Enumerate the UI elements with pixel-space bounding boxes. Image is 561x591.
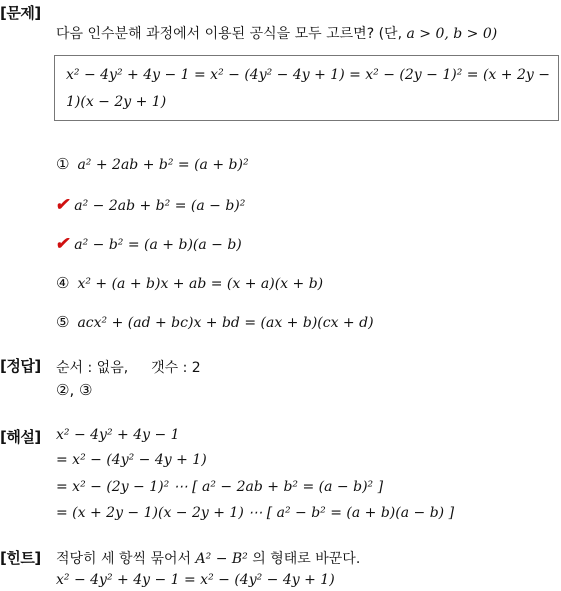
option-formula: acx² + (ad + bc)x + bd = (ax + b)(cx + d) xyxy=(77,315,374,331)
option-marker: ① xyxy=(56,155,70,173)
problem-label: [문제] xyxy=(0,4,41,22)
check-mark-icon: ✔ xyxy=(54,195,73,215)
question-condition: a > 0, b > 0) xyxy=(406,26,498,42)
option-2 xyxy=(56,195,245,215)
question-text xyxy=(56,23,497,43)
option-4 xyxy=(56,274,323,292)
hint-label: [힌트] xyxy=(0,549,41,567)
option-marker: ④ xyxy=(56,274,70,292)
hint-math: A² − B² xyxy=(195,551,248,567)
option-formula: a² − 2ab + b² = (a − b)² xyxy=(74,198,246,214)
answer-choices: ②, ③ xyxy=(56,381,93,399)
answer-label: [정답] xyxy=(0,357,41,375)
factorization-box xyxy=(54,55,559,121)
option-3 xyxy=(56,234,242,254)
option-marker: ⑤ xyxy=(56,313,70,331)
explanation-line-2: = x² − (4y² − 4y + 1) xyxy=(56,452,207,468)
option-5 xyxy=(56,313,374,331)
hint-text-before: 적당히 세 항씩 묶어서 xyxy=(56,551,192,567)
option-formula: x² + (a + b)x + ab = (x + a)(x + b) xyxy=(77,276,324,292)
answer-count: 갯수 : 2 xyxy=(151,360,201,376)
option-formula: a² + 2ab + b² = (a + b)² xyxy=(77,157,249,173)
explanation-label: [해설] xyxy=(0,428,41,446)
box-line-2: 1)(x − 2y + 1) xyxy=(66,94,167,110)
hint-formula: x² − 4y² + 4y − 1 = x² − (4y² − 4y + 1) xyxy=(56,572,335,588)
explanation-line-3: = x² − (2y − 1)² ⋯ [ a² − 2ab + b² = (a − b)² ] xyxy=(56,479,384,495)
hint-text xyxy=(56,548,360,568)
option-formula: a² − b² = (a + b)(a − b) xyxy=(74,237,242,253)
check-mark-icon: ✔ xyxy=(54,234,73,254)
option-1 xyxy=(56,155,249,173)
box-line-1: x² − 4y² + 4y − 1 = x² − (4y² − 4y + 1) = x² − (2y − 1)² = (x + 2y − xyxy=(66,67,550,83)
explanation-line-1: x² − 4y² + 4y − 1 xyxy=(56,427,180,443)
question-main: 다음 인수분해 과정에서 이용된 공식을 모두 고르면? (단, xyxy=(56,26,403,42)
answer-line xyxy=(56,357,201,377)
hint-text-after: 의 형태로 바꾼다. xyxy=(252,551,361,567)
answer-order: 순서 : 없음, xyxy=(56,360,129,376)
explanation-line-4: = (x + 2y − 1)(x − 2y + 1) ⋯ [ a² − b² = (a + b)(a − b) ] xyxy=(56,505,455,521)
